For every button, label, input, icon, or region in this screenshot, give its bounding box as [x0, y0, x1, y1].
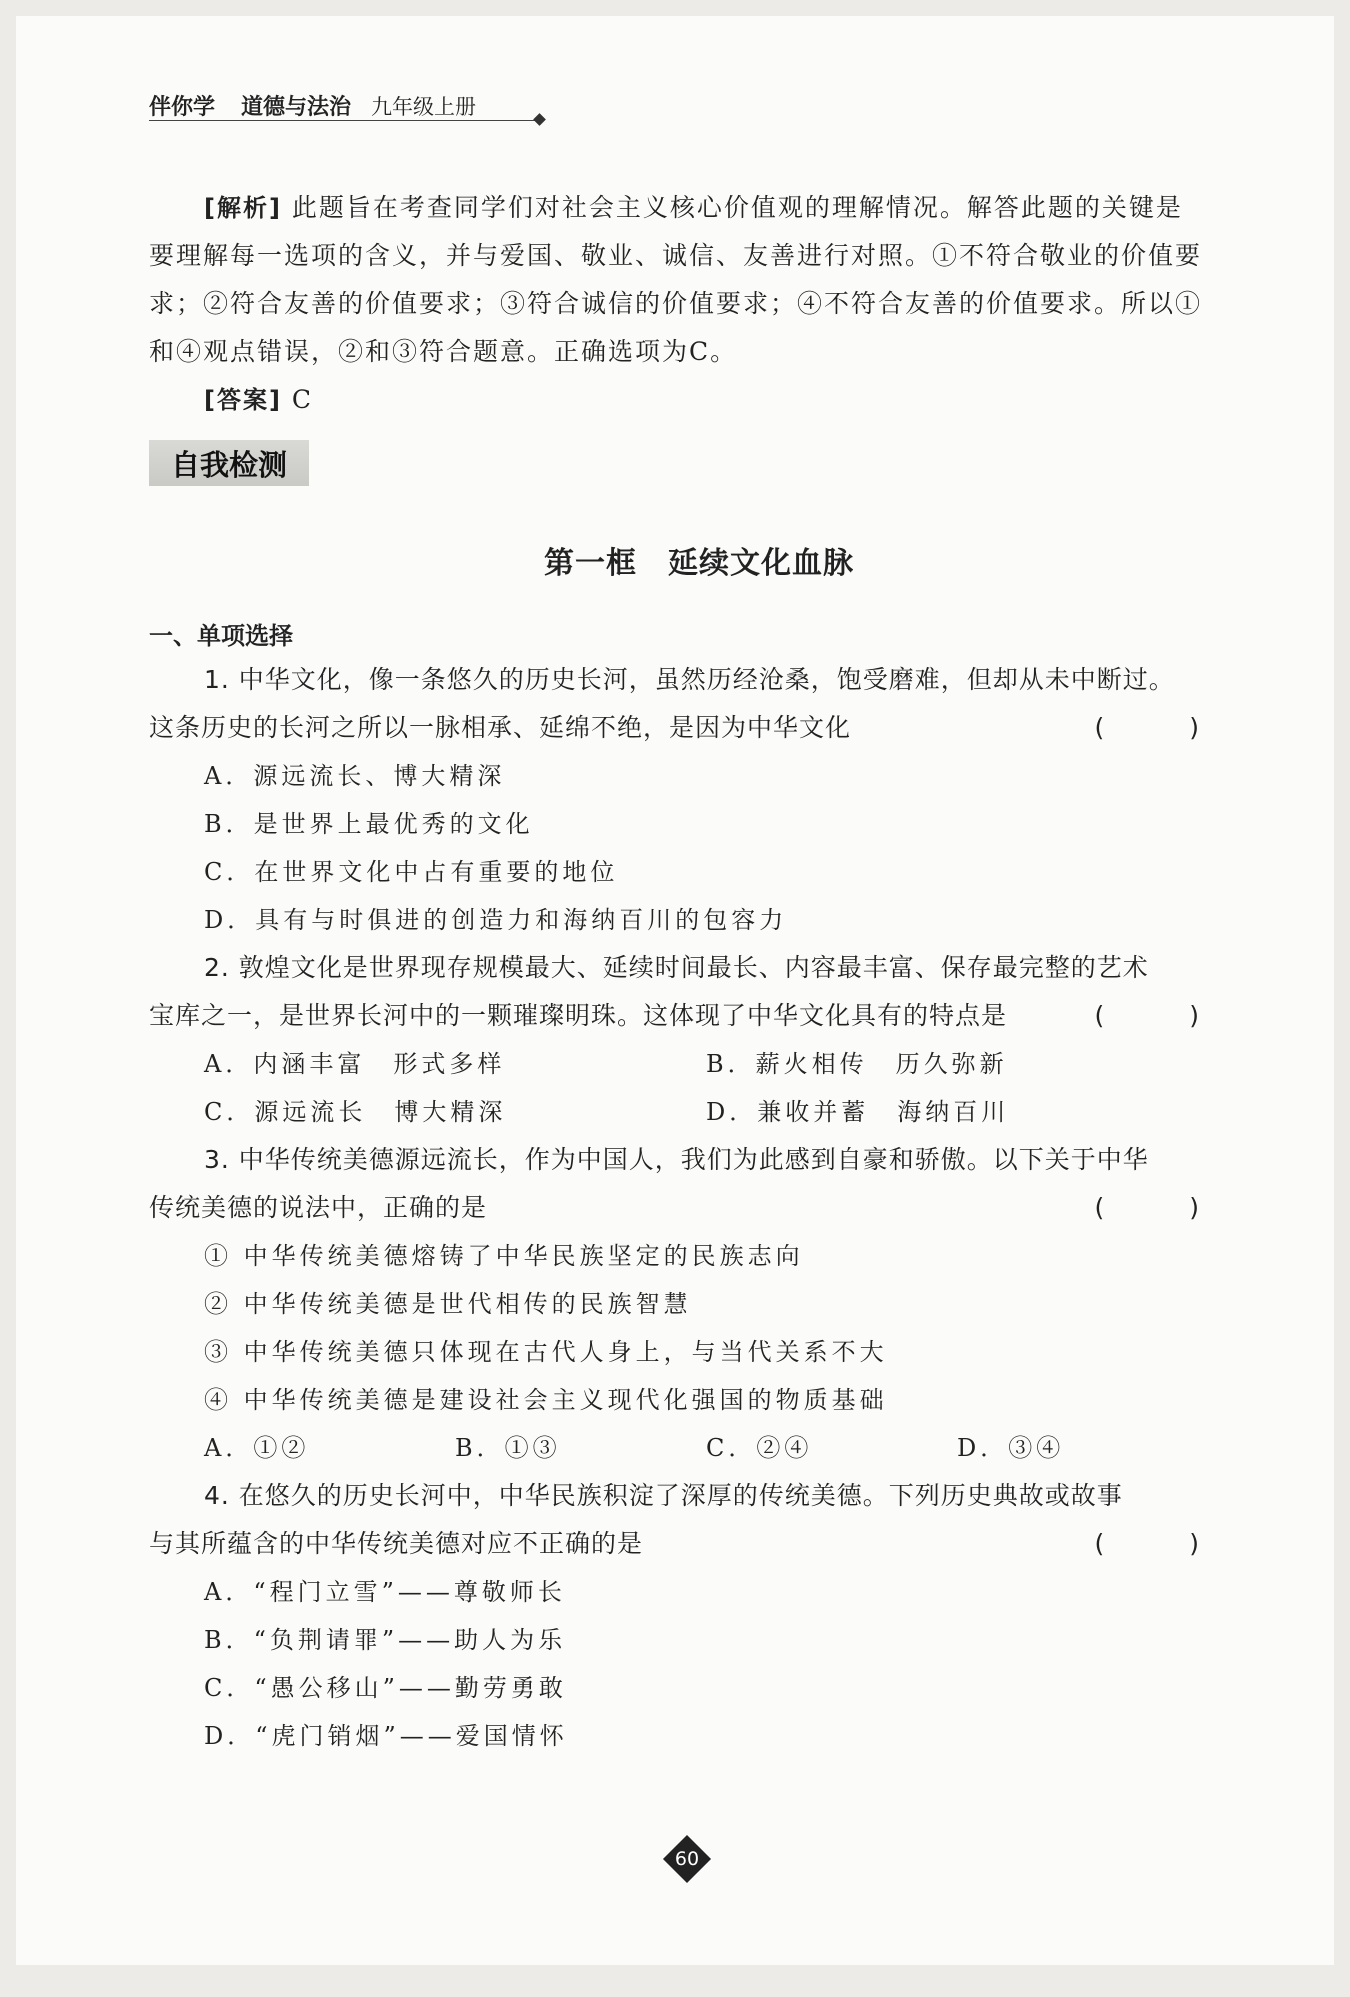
page-content	[149, 184, 1229, 1760]
option-d: D．兼收并蓄 海纳百川	[706, 1098, 1010, 1126]
question-stem-line1: 3. 中华传统美德源远流长，作为中国人，我们为此感到自豪和骄傲。以下关于中华	[204, 1145, 1149, 1174]
question-2	[149, 944, 1229, 1136]
header-series: 伴你学	[149, 95, 216, 120]
question-1	[149, 656, 1229, 944]
question-stem-text: 与其所蕴含的中华传统美德对应不正确的是	[149, 1529, 644, 1558]
question-stem-text: 这条历史的长河之所以一脉相承、延绵不绝，是因为中华文化	[149, 713, 852, 742]
option-d: D．“虎门销烟”——爱国情怀	[204, 1722, 568, 1750]
option-b: B．①③	[455, 1434, 561, 1462]
option-d: D．③④	[957, 1434, 1065, 1462]
question-4	[149, 1472, 1229, 1760]
option-d: D．具有与时俱进的创造力和海纳百川的包容力	[204, 906, 788, 934]
lesson-title: 第一框 延续文化血脉	[544, 546, 854, 581]
statement-4: ④ 中华传统美德是建设社会主义现代化强国的物质基础	[204, 1386, 888, 1414]
option-b: B．“负荆请罪”——助人为乐	[204, 1626, 567, 1654]
question-stem-line1: 1. 中华文化，像一条悠久的历史长河，虽然历经沧桑，饱受磨难，但却从未中断过。	[204, 665, 1175, 694]
header-grade: 九年级上册	[371, 95, 477, 119]
header-diamond-icon	[533, 113, 546, 126]
answer-value: C	[291, 385, 314, 414]
answer-bracket: ( )	[1094, 1529, 1229, 1558]
section-heading	[149, 440, 309, 486]
question-stem-line1: 2. 敦煌文化是世界现存规模最大、延续时间最长、内容最丰富、保存最完整的艺术	[204, 953, 1149, 982]
header-rule	[149, 120, 539, 121]
option-c: C．“愚公移山”——勤劳勇敢	[204, 1674, 567, 1702]
statement-2: ② 中华传统美德是世代相传的民族智慧	[204, 1290, 692, 1318]
question-stem-line2	[149, 704, 1229, 752]
answer-bracket: ( )	[1094, 1193, 1229, 1222]
section-title: 自我检测	[171, 448, 288, 482]
analysis-tag: [解析]	[204, 194, 282, 222]
page	[16, 16, 1334, 1965]
answer-tag: [答案]	[204, 386, 282, 414]
option-a: A．①②	[204, 1434, 310, 1462]
question-stem-line2	[149, 1184, 1229, 1232]
answer-paragraph	[149, 376, 1209, 424]
part-title: 一、单项选择	[149, 622, 293, 650]
options-row	[149, 1424, 1209, 1472]
running-header	[149, 90, 476, 121]
option-b: B．是世界上最优秀的文化	[204, 810, 534, 838]
option-c: C．在世界文化中占有重要的地位	[204, 858, 619, 886]
answer-bracket: ( )	[1094, 713, 1229, 742]
page-number-badge	[664, 1836, 710, 1882]
option-a: A．“程门立雪”——尊敬师长	[204, 1578, 566, 1606]
page-number: 60	[674, 1848, 700, 1870]
analysis-paragraph	[149, 184, 1209, 376]
option-b: B．薪火相传 历久弥新	[706, 1050, 1008, 1078]
option-a: A．源远流长、博大精深	[204, 762, 506, 790]
question-stem-text: 宝库之一，是世界长河中的一颗璀璨明珠。这体现了中华文化具有的特点是	[149, 1001, 1008, 1030]
analysis-text: 此题旨在考查同学们对社会主义核心价值观的理解情况。解答此题的关键是要理解每一选项的含义，并与爱国、敬业、诚信、友善进行对照。①不符合敬业的价值要求；②符合友善的价值要求；③符合诚信的价值要求；④不符合友善的价值要求。所以①和④观点错误，②和③符合题意。正确选项为C。	[149, 193, 1203, 366]
header-subject: 道德与法治	[241, 95, 352, 120]
option-c: C．②④	[706, 1434, 813, 1462]
options-grid	[149, 1040, 1209, 1136]
question-stem-line1: 4. 在悠久的历史长河中，中华民族积淀了深厚的传统美德。下列历史典故或故事	[204, 1481, 1123, 1510]
option-c: C．源远流长 博大精深	[204, 1098, 507, 1126]
statement-1: ① 中华传统美德熔铸了中华民族坚定的民族志向	[204, 1242, 804, 1270]
question-3	[149, 1136, 1229, 1472]
option-a: A．内涵丰富 形式多样	[204, 1050, 506, 1078]
answer-bracket: ( )	[1094, 1001, 1229, 1030]
question-stem-line2	[149, 1520, 1229, 1568]
question-stem-text: 传统美德的说法中，正确的是	[149, 1193, 488, 1222]
question-stem-line2	[149, 992, 1229, 1040]
statement-3: ③ 中华传统美德只体现在古代人身上，与当代关系不大	[204, 1338, 888, 1366]
